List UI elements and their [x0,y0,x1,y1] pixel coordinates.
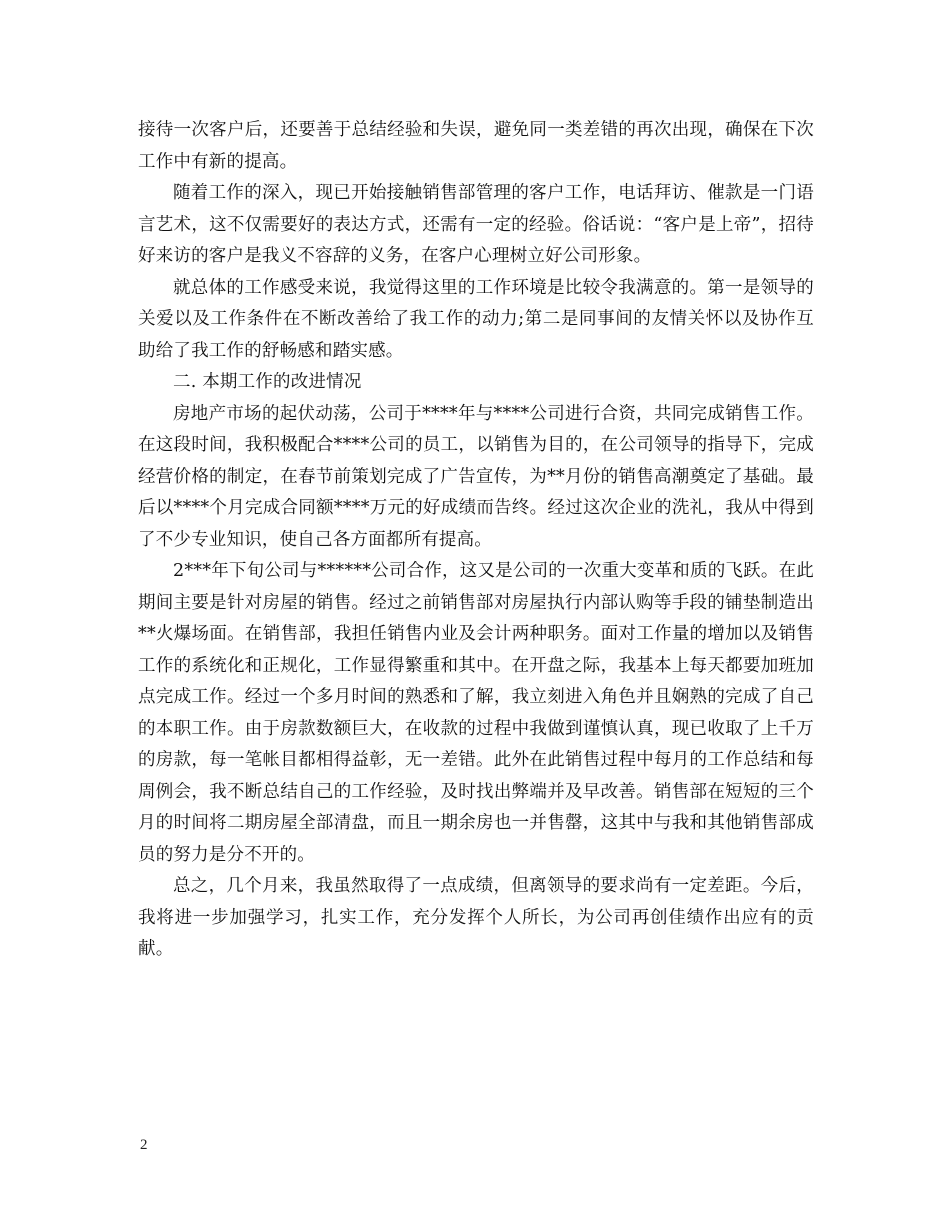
section-heading-improvements: 二. 本期工作的改进情况 [173,372,362,392]
paragraph-work-environment: 就总体的工作感受来说，我觉得这里的工作环境是比较令我满意的。第一是领导的关爱以及工作条件在不断改善给了我工作的动力;第二是同事间的友情关怀以及协作互助给了我工作的舒畅感和踏实感。 [138,277,814,361]
paragraph-continuation: 接待一次客户后，还要善于总结经验和失误，避免同一类差错的再次出现，确保在下次工作中有新的提高。 [138,120,814,172]
paragraph-customer-work: 随着工作的深入，现已开始接触销售部管理的客户工作，电话拜访、催款是一门语言艺术，这不仅需要好的表达方式，还需有一定的经验。俗话说：“客户是上帝”，招待好来访的客户是我义不容辞的义务，在客户心理树立好公司形象。 [138,183,814,266]
page-number: 2 [140,1137,148,1153]
paragraph-cooperation: 2***年下旬公司与******公司合作，这又是公司的一次重大变革和质的飞跃。在此期间主要是针对房屋的销售。经过之前销售部对房屋执行内部认购等手段的铺垫制造出**火爆场面。在销售部，我担任销售内业及会计两种职务。面对工作量的增加以及销售工作的系统化和正规化，工作显得繁重和其中。在开盘之际，我基本上每天都要加班加点完成工作。经过一个多月时间的熟悉和了解，我立刻进入角色并且娴熟的完成了自己的本职工作。由于房款数额巨大，在收款的过程中我做到谨慎认真，现已收取了上千万的房款，每一笔帐目都相得益彰，无一差错。此外在此销售过程中每月的工作总结和每周例会，我不断总结自己的工作经验，及时找出弊端并及早改善。销售部在短短的三个月的时间将二期房屋全部清盘，而且一期余房也一并售罄，这其中与我和其他销售部成员的努力是分不开的。 [138,561,814,865]
document-body [138,115,814,966]
paragraph-conclusion: 总之，几个月来，我虽然取得了一点成绩，但离领导的要求尚有一定差距。今后，我将进一步加强学习，扎实工作，充分发挥个人所长，为公司再创佳绩作出应有的贡献。 [138,876,814,959]
paragraph-joint-venture: 房地产市场的起伏动荡，公司于****年与****公司进行合资，共同完成销售工作。在这段时间，我积极配合****公司的员工，以销售为目的，在公司领导的指导下，完成经营价格的制定，在春节前策划完成了广告宣传，为**月份的销售高潮奠定了基础。最后以****个月完成合同额****万元的好成绩而告终。经过这次企业的洗礼，我从中得到了不少专业知识，使自己各方面都所有提高。 [138,403,814,550]
